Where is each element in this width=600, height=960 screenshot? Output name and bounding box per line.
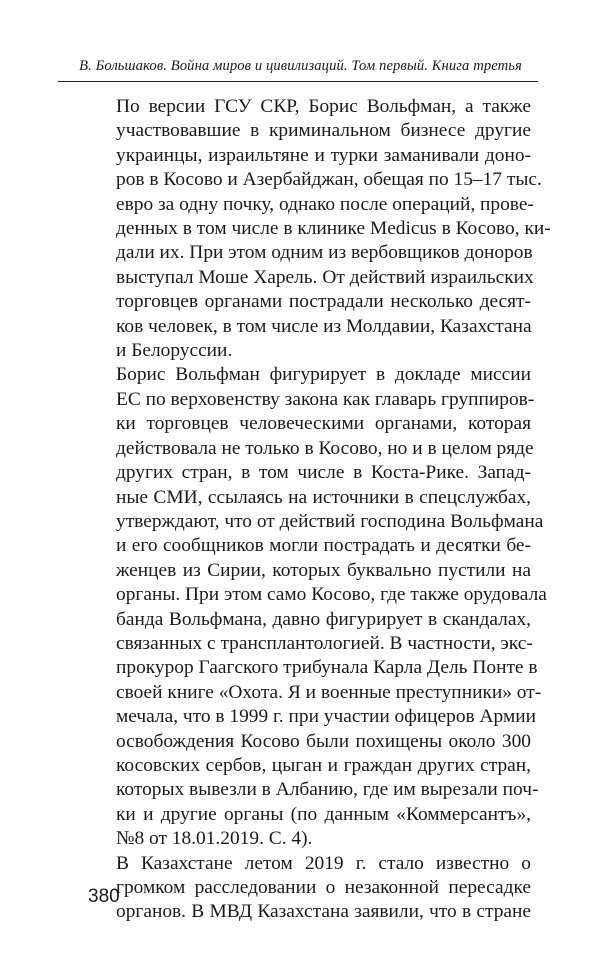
text-line: ЕС по верховенству закона как главарь группиров- xyxy=(116,388,535,410)
text-line: действовала не только в Косово, но и в целом ряде xyxy=(116,437,534,459)
text-line: торговцев органами пострадали несколько десят- xyxy=(116,291,531,313)
text-line: косовских сербов, цыган и граждан других стран, xyxy=(116,754,531,776)
text-line: По версии ГСУ СКР, Борис Вольфман, а также xyxy=(116,96,531,117)
page-number: 380 xyxy=(88,886,120,907)
text-line: громком расследовании о незаконной пересадке xyxy=(116,877,531,898)
text-line: дали их. При этом одним из вербовщиков доноров xyxy=(116,242,533,264)
text-line: Борис Вольфман фигурирует в докладе миссии xyxy=(116,364,531,386)
running-head: В. Большаков. Война миров и цивилизаций. Том первый. Книга третья xyxy=(79,58,522,74)
text-line: органы. При этом само Косово, где также орудовала xyxy=(116,584,547,606)
text-line: ков человек, в том числе из Молдавии, Казахстана xyxy=(116,315,532,337)
header-rule xyxy=(58,81,538,82)
text-line: женцев из Сирии, которых буквально пустили на xyxy=(116,559,531,581)
text-line: связанных с трансплантологией. В частности, экс- xyxy=(116,632,533,654)
text-line: утверждают, что от действий господина Вольфмана xyxy=(116,510,544,532)
paragraph-2 xyxy=(88,363,547,851)
text-line: В Казахстане летом 2019 г. стало известно о xyxy=(116,852,531,874)
text-line: ки и другие органы (по данным «Коммерсантъ», xyxy=(116,803,531,825)
text-line: ки торговцев человеческими органами, которая xyxy=(116,413,531,435)
text-line: и его сообщников могли пострадать и десятки бе- xyxy=(116,535,531,557)
text-line: выступал Моше Харель. От действий израильских xyxy=(116,266,534,288)
text-line: украинцы, израильтяне и турки заманивали доно- xyxy=(116,144,531,166)
text-line: своей книге «Охота. Я и военные преступники» от- xyxy=(116,681,542,703)
text-line: денных в том числе в клинике Medicus в Косово, ки- xyxy=(116,218,551,240)
text-line: органов. В МВД Казахстана заявили, что в стране xyxy=(116,901,531,923)
text-line: ров в Косово и Азербайджан, обещая по 15–17 тыс. xyxy=(116,169,542,191)
text-line: банда Вольфмана, давно фигурирует в скандалах, xyxy=(116,608,531,630)
text-line: евро за одну почку, однако после операций, прове- xyxy=(116,193,534,215)
text-line: прокурор Гаагского трибунала Карла Дель Понте в xyxy=(116,657,538,679)
text-line: ные СМИ, ссылаясь на источники в спецслужбах, xyxy=(116,486,531,508)
text-line: которых вывезли в Албанию, где им вырезали поч- xyxy=(116,779,539,801)
text-line: и Белоруссии. xyxy=(116,340,233,362)
text-line: №8 от 18.01.2019. С. 4). xyxy=(116,828,313,850)
text-line: других стран, в том числе в Коста-Рике. Запад- xyxy=(116,462,531,484)
text-line: освобождения Косово были похищены около 300 xyxy=(116,730,531,752)
text-line: мечала, что в 1999 г. при участии офицеров Армии xyxy=(116,706,536,728)
text-line: участвовавшие в криминальном бизнесе другие xyxy=(116,120,531,142)
paragraph-3 xyxy=(88,852,531,925)
body-text xyxy=(88,95,551,925)
paragraph-1 xyxy=(88,95,551,363)
